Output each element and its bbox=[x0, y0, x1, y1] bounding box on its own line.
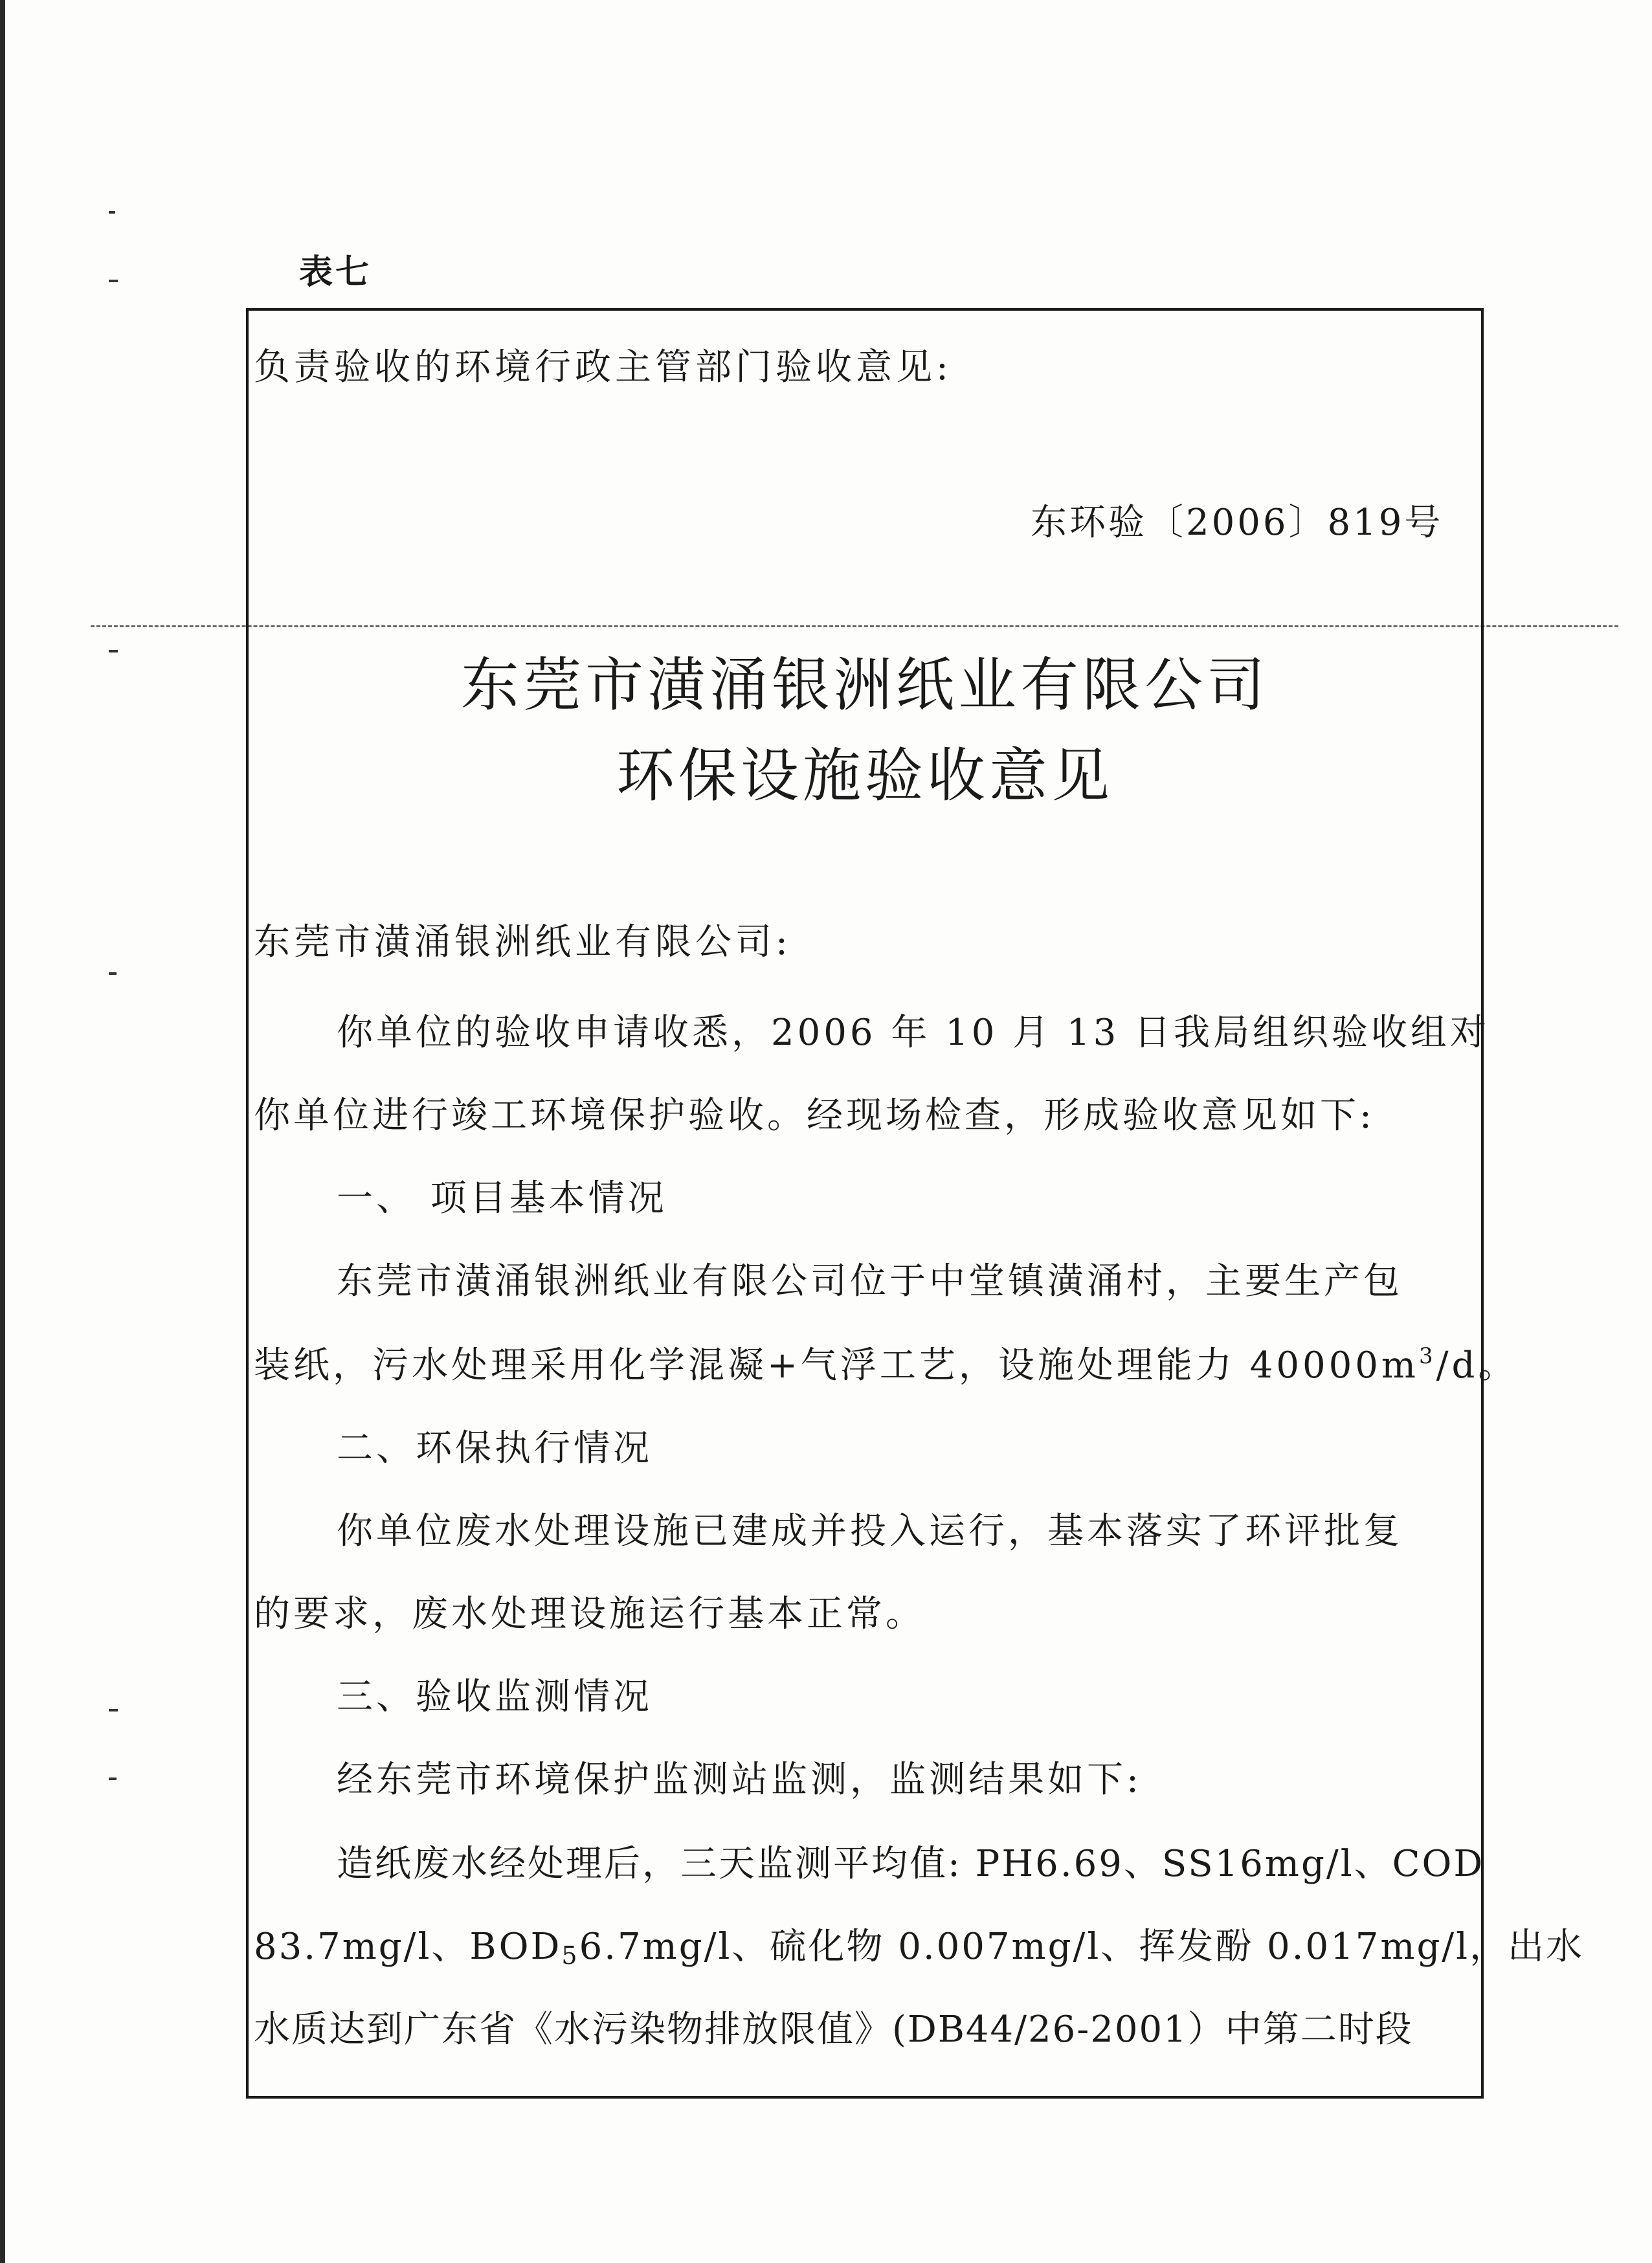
section-2-heading: 二、环保执行情况 bbox=[337, 1427, 653, 1469]
document-title-line2: 环保设施验收意见 bbox=[616, 742, 1113, 810]
subscript-index: 5 bbox=[561, 1941, 579, 1970]
section-1-line-2-unit: /d。 bbox=[1436, 1344, 1518, 1387]
section-3-line-3-text: 83.7mg/l、BOD bbox=[254, 1926, 562, 1968]
section-1-line-2-text: 装纸，污水处理采用化学混凝+气浮工艺，设施处理能力 40000m bbox=[254, 1344, 1419, 1387]
section-3-line-4: 水质达到广东省《水污染物排放限值》(DB44/26-2001）中第二时段 bbox=[254, 2009, 1413, 2051]
margin-mark bbox=[109, 972, 117, 975]
table-label: 表七 bbox=[299, 253, 372, 292]
margin-mark bbox=[109, 211, 115, 214]
margin-mark bbox=[109, 650, 118, 652]
section-3-line-1: 经东莞市环境保护监测站监测，监测结果如下: bbox=[337, 1759, 1142, 1801]
addressee: 东莞市潢涌银洲纸业有限公司: bbox=[254, 921, 792, 963]
section-2-line-1: 你单位废水处理设施已建成并投入运行，基本落实了环评批复 bbox=[337, 1510, 1403, 1552]
document-title-line1: 东莞市潢涌银洲纸业有限公司 bbox=[461, 651, 1269, 719]
margin-mark bbox=[109, 1778, 117, 1780]
intro-line-2: 你单位进行竣工环境保护验收。经现场检查，形成验收意见如下: bbox=[254, 1095, 1375, 1137]
superscript-exponent: 3 bbox=[1418, 1343, 1436, 1369]
scan-edge bbox=[0, 0, 5, 2263]
section-2-line-2: 的要求，废水处理设施运行基本正常。 bbox=[254, 1593, 925, 1635]
section-3-line-3-rest: 6.7mg/l、硫化物 0.007mg/l、挥发酚 0.017mg/l，出水 bbox=[579, 1926, 1585, 1968]
section-3-line-2: 造纸废水经处理后，三天监测平均值: PH6.69、SS16mg/l、COD bbox=[337, 1843, 1485, 1885]
margin-mark bbox=[109, 1709, 118, 1711]
section-3-heading: 三、验收监测情况 bbox=[337, 1676, 653, 1718]
section-1-heading: 一、 项目基本情况 bbox=[337, 1177, 667, 1220]
section-3-line-3 bbox=[254, 1926, 1585, 1970]
opinion-label: 负责验收的环境行政主管部门验收意见: bbox=[254, 346, 952, 388]
margin-mark bbox=[109, 280, 118, 282]
document-number: 东环验〔2006〕819号 bbox=[1031, 502, 1444, 544]
section-1-line-2 bbox=[254, 1343, 1518, 1387]
intro-line-1: 你单位的验收申请收悉，2006 年 10 月 13 日我局组织验收组对 bbox=[337, 1012, 1490, 1054]
section-1-line-1: 东莞市潢涌银洲纸业有限公司位于中堂镇潢涌村，主要生产包 bbox=[337, 1260, 1403, 1302]
